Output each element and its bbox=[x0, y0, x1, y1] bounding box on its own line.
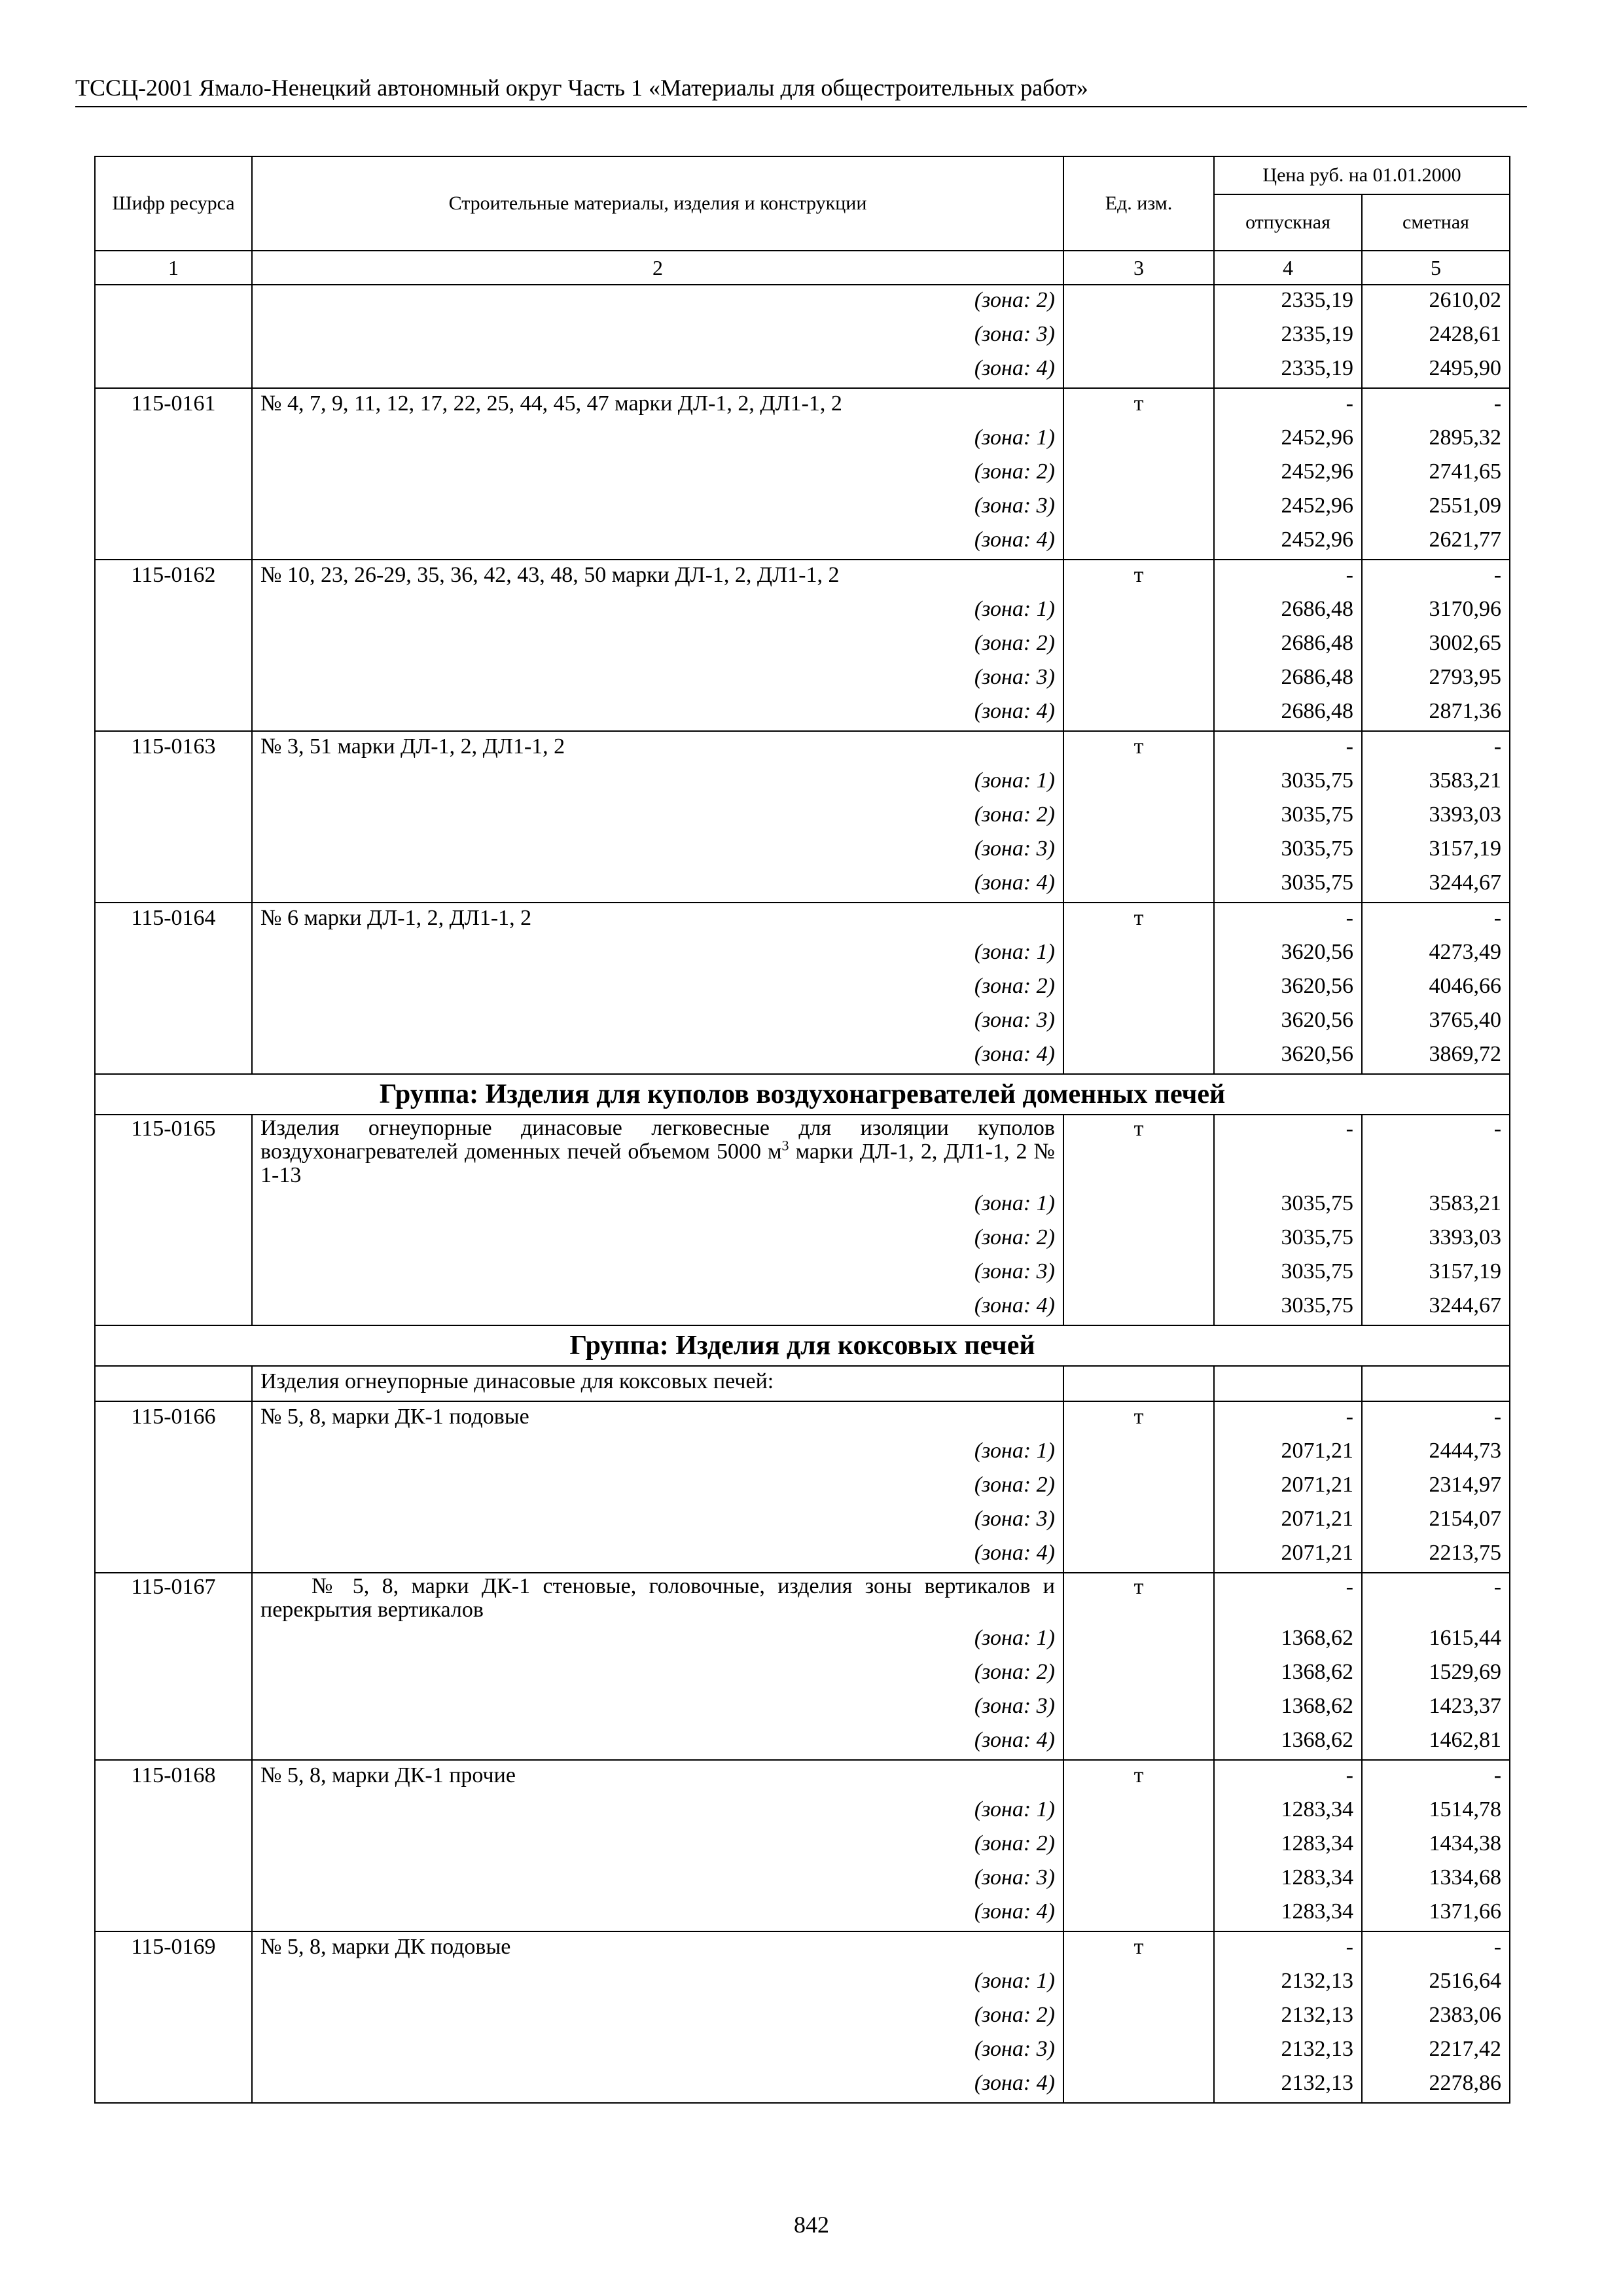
item-description: Изделия огнеупорные динасовые легковесные для изоляции куполов воздухонагревателей доменных печей объемом 5000 $м^3$ марки ДЛ-1, 2, ДЛ1-1, 2 № 1-13 bbox=[252, 1115, 1063, 1189]
table-row: 115-0162 № 10, 23, 26-29, 35, 36, 42, 43, 48, 50 марки ДЛ-1, 2, ДЛ1-1, 2 т - - bbox=[95, 560, 1510, 594]
table-row: (зона: 4) 3035,75 3244,67 bbox=[95, 1291, 1510, 1325]
table-row: 115-0166 № 5, 8, марки ДК-1 подовые т - - bbox=[95, 1401, 1510, 1436]
group-heading: Группа: Изделия для коксовых печей bbox=[95, 1325, 1510, 1366]
table-row: 115-0164 № 6 марки ДЛ-1, 2, ДЛ1-1, 2 т - - bbox=[95, 903, 1510, 937]
table-row: (зона: 1) 3035,75 3583,21 bbox=[95, 1189, 1510, 1223]
table-row: (зона: 3) 2335,19 2428,61 bbox=[95, 319, 1510, 353]
table-row: (зона: 2) 2686,48 3002,65 bbox=[95, 628, 1510, 662]
col-code-header: Шифр ресурса bbox=[95, 156, 252, 251]
table-row: (зона: 4) 3035,75 3244,67 bbox=[95, 868, 1510, 903]
table-row: (зона: 2) 3035,75 3393,03 bbox=[95, 1223, 1510, 1257]
col-number-5: 5 bbox=[1362, 251, 1510, 285]
table-row: (зона: 4) 2335,19 2495,90 bbox=[95, 353, 1510, 388]
table-row: (зона: 1) 3035,75 3583,21 bbox=[95, 766, 1510, 800]
col-number-2: 2 bbox=[252, 251, 1063, 285]
table-row: (зона: 2) 3620,56 4046,66 bbox=[95, 971, 1510, 1005]
table-row: (зона: 4) 2071,21 2213,75 bbox=[95, 1538, 1510, 1573]
table-row: (зона: 3) 1283,34 1334,68 bbox=[95, 1863, 1510, 1897]
table-row: 115-0167 № 5, 8, марки ДК-1 стеновые, головочные, изделия зоны вертикалов и перекрытия вертикалов т - - bbox=[95, 1573, 1510, 1623]
table-row: (зона: 2) 3035,75 3393,03 bbox=[95, 800, 1510, 834]
table-row: (зона: 1) 2452,96 2895,32 bbox=[95, 423, 1510, 457]
table-row: (зона: 4) 3620,56 3869,72 bbox=[95, 1039, 1510, 1074]
table-row: (зона: 1) 1368,62 1615,44 bbox=[95, 1623, 1510, 1657]
table-row: (зона: 4) 2686,48 2871,36 bbox=[95, 696, 1510, 731]
table-row: (зона: 2) 1283,34 1434,38 bbox=[95, 1829, 1510, 1863]
table-row: (зона: 1) 1283,34 1514,78 bbox=[95, 1795, 1510, 1829]
col-number-1: 1 bbox=[95, 251, 252, 285]
table-row: (зона: 3) 2452,96 2551,09 bbox=[95, 491, 1510, 525]
table-row: (зона: 4) 2132,13 2278,86 bbox=[95, 2068, 1510, 2103]
table-row: (зона: 4) 1368,62 1462,81 bbox=[95, 1725, 1510, 1760]
table-row: (зона: 3) 2132,13 2217,42 bbox=[95, 2034, 1510, 2068]
col-estimate-header: сметная bbox=[1362, 194, 1510, 251]
table-row: 115-0169 № 5, 8, марки ДК подовые т - - bbox=[95, 1931, 1510, 1966]
table-row: 115-0161 № 4, 7, 9, 11, 12, 17, 22, 25, 44, 45, 47 марки ДЛ-1, 2, ДЛ1-1, 2 т - - bbox=[95, 388, 1510, 423]
group-heading: Группа: Изделия для куполов воздухонагревателей доменных печей bbox=[95, 1074, 1510, 1115]
table-row: 115-0163 № 3, 51 марки ДЛ-1, 2, ДЛ1-1, 2 т - - bbox=[95, 731, 1510, 766]
page-header: ТССЦ-2001 Ямало-Ненецкий автономный округ Часть 1 «Материалы для общестроительных работ» bbox=[75, 72, 1527, 107]
price-table bbox=[94, 156, 1510, 2104]
table-row: (зона: 1) 3620,56 4273,49 bbox=[95, 937, 1510, 971]
table-row: (зона: 2) 2335,19 2610,02 bbox=[95, 285, 1510, 319]
table-row: (зона: 4) 2452,96 2621,77 bbox=[95, 525, 1510, 560]
table-row: 115-0168 № 5, 8, марки ДК-1 прочие т - - bbox=[95, 1760, 1510, 1795]
col-number-4: 4 bbox=[1214, 251, 1362, 285]
col-release-header: отпускная bbox=[1214, 194, 1362, 251]
table-row: 115-0165 Изделия огнеупорные динасовые легковесные для изоляции куполов воздухонагревателей доменных печей объемом 5000 $м^3$ марки ДЛ-1, 2, ДЛ1-1, 2 № 1-13 т - - bbox=[95, 1115, 1510, 1189]
col-unit-header: Ед. изм. bbox=[1063, 156, 1214, 251]
table-row: (зона: 2) 2452,96 2741,65 bbox=[95, 457, 1510, 491]
table-row: (зона: 3) 3035,75 3157,19 bbox=[95, 834, 1510, 868]
col-price-header: Цена руб. на 01.01.2000 bbox=[1214, 156, 1510, 194]
table-row: (зона: 1) 2132,13 2516,64 bbox=[95, 1966, 1510, 2000]
page-number: 842 bbox=[794, 2212, 829, 2238]
table-row: (зона: 2) 2071,21 2314,97 bbox=[95, 1470, 1510, 1504]
table-row: Изделия огнеупорные динасовые для коксовых печей: bbox=[95, 1366, 1510, 1401]
table-row: (зона: 3) 2686,48 2793,95 bbox=[95, 662, 1510, 696]
col-materials-header: Строительные материалы, изделия и конструкции bbox=[252, 156, 1063, 251]
table-row: (зона: 3) 3035,75 3157,19 bbox=[95, 1257, 1510, 1291]
table-row: (зона: 2) 1368,62 1529,69 bbox=[95, 1657, 1510, 1691]
table-row: (зона: 3) 1368,62 1423,37 bbox=[95, 1691, 1510, 1725]
table-row: (зона: 1) 2686,48 3170,96 bbox=[95, 594, 1510, 628]
col-number-3: 3 bbox=[1063, 251, 1214, 285]
table-row: (зона: 3) 3620,56 3765,40 bbox=[95, 1005, 1510, 1039]
table-row: (зона: 2) 2132,13 2383,06 bbox=[95, 2000, 1510, 2034]
table-row: (зона: 4) 1283,34 1371,66 bbox=[95, 1897, 1510, 1931]
table-row: (зона: 3) 2071,21 2154,07 bbox=[95, 1504, 1510, 1538]
table-row: (зона: 1) 2071,21 2444,73 bbox=[95, 1436, 1510, 1470]
